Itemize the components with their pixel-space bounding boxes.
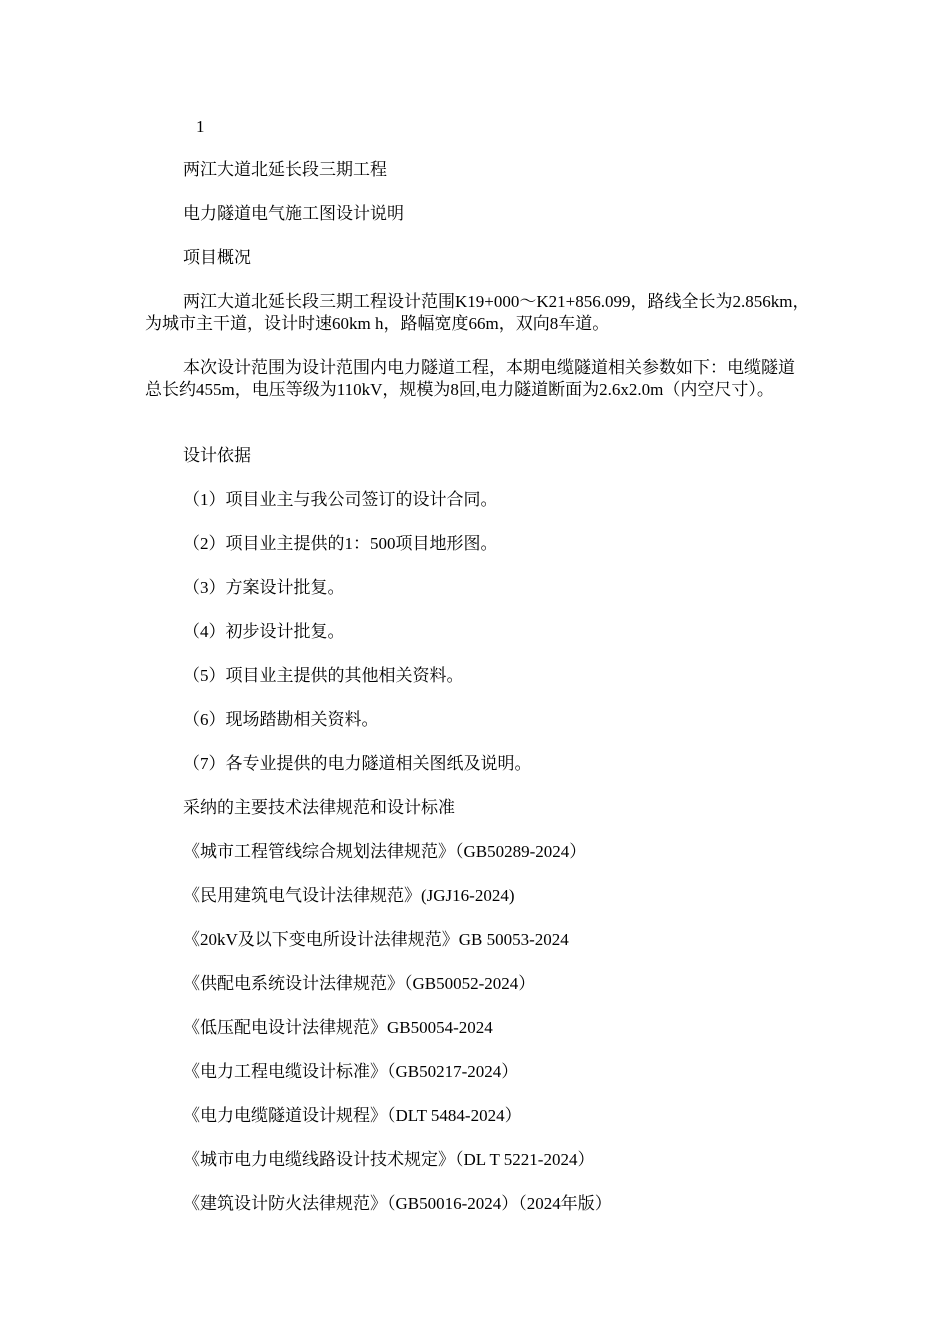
section-heading-basis: 设计依据: [183, 446, 251, 465]
page-number: 1: [196, 117, 205, 136]
basis-item: （4）初步设计批复。: [183, 622, 345, 641]
title-line-1: 两江大道北延长段三期工程: [183, 160, 387, 179]
standard-item: 《民用建筑电气设计法律规范》(JGJ16-2024): [183, 886, 515, 905]
standard-item: 《电力电缆隧道设计规程》（DLT 5484-2024）: [183, 1106, 522, 1125]
title-line-2: 电力隧道电气施工图设计说明: [183, 204, 404, 223]
standard-item: 《城市电力电缆线路设计技术规定》（DL T 5221-2024）: [183, 1150, 595, 1169]
paragraph-overview-2: 本次设计范围为设计范围内电力隧道工程，本期电缆隧道相关参数如下：电缆隧道总长约455m，电压等级为110kV，规模为8回,电力隧道断面为2.6x2.0m（内空尺寸）。: [145, 358, 795, 399]
standard-item: 《建筑设计防火法律规范》（GB50016-2024）（2024年版）: [183, 1194, 612, 1213]
standard-item: 《供配电系统设计法律规范》（GB50052-2024）: [183, 974, 536, 993]
section-heading-overview: 项目概况: [183, 248, 251, 267]
basis-item: （3）方案设计批复。: [183, 578, 345, 597]
standard-item: 《电力工程电缆设计标准》（GB50217-2024）: [183, 1062, 519, 1081]
basis-item: （7）各专业提供的电力隧道相关图纸及说明。: [183, 754, 532, 773]
standard-item: 《低压配电设计法律规范》GB50054-2024: [183, 1018, 493, 1037]
basis-item: （5）项目业主提供的其他相关资料。: [183, 666, 464, 685]
standard-item: 《城市工程管线综合规划法律规范》（GB50289-2024）: [183, 842, 587, 861]
section-heading-standards: 采纳的主要技术法律规范和设计标准: [183, 798, 455, 817]
basis-item: （6）现场踏勘相关资料。: [183, 710, 379, 729]
basis-item: （1）项目业主与我公司签订的设计合同。: [183, 490, 498, 509]
standard-item: 《20kV及以下变电所设计法律规范》GB 50053-2024: [183, 930, 569, 949]
paragraph-overview-1: 两江大道北延长段三期工程设计范围K19+000～K21+856.099，路线全长为2.856km，为城市主干道，设计时速60km h，路幅宽度66m，双向8车道。: [145, 292, 810, 333]
basis-item: （2）项目业主提供的1：500项目地形图。: [183, 534, 498, 553]
